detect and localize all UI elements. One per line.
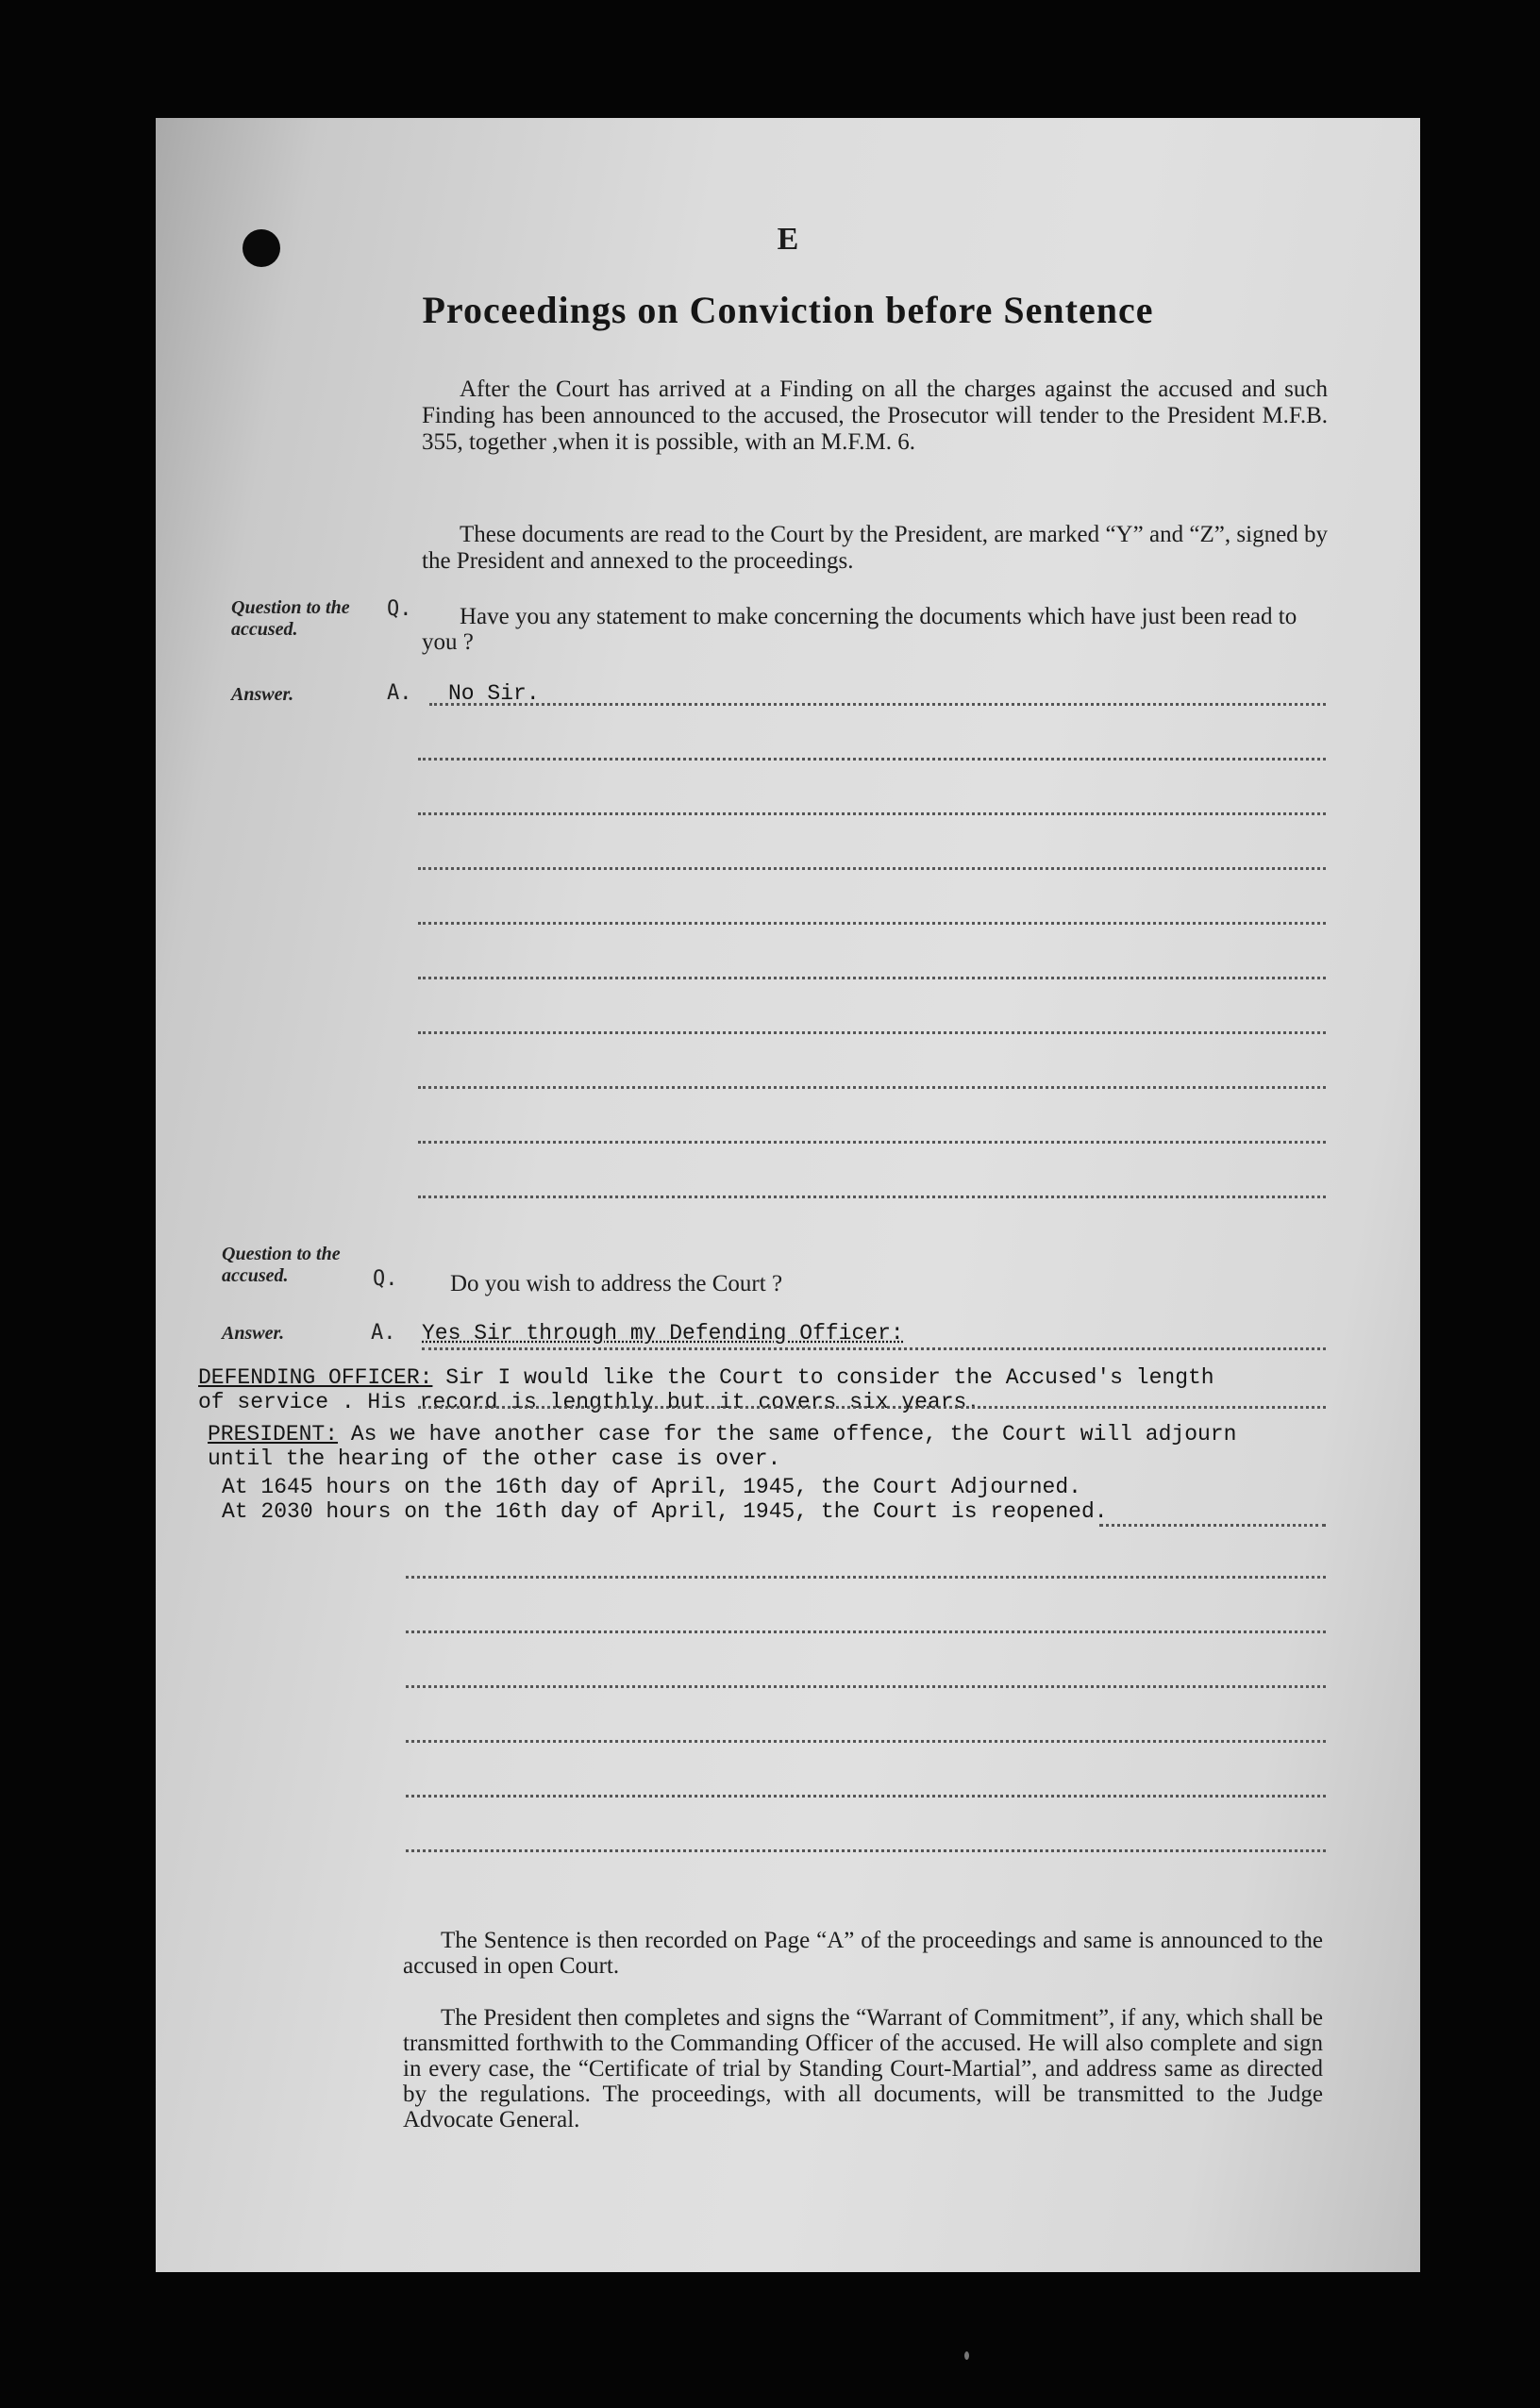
intro-paragraph-2: These documents are read to the Court by the President, are marked “Y” and “Z”, signed by the President and annexed to the proceedings. bbox=[422, 522, 1328, 574]
dotted-line bbox=[406, 1740, 1326, 1743]
dotted-line bbox=[406, 1849, 1326, 1852]
film-speck bbox=[964, 2351, 969, 2360]
president-line bbox=[208, 1422, 1236, 1446]
president-text: As we have another case for the same offence, the Court will adjourn bbox=[350, 1422, 1237, 1446]
question-text: Have you any statement to make concerning the documents which have just been read to you ? bbox=[422, 604, 1297, 655]
a-marker: A. bbox=[371, 1321, 396, 1345]
sentence-paragraph: The Sentence is then recorded on Page “A” of the proceedings and same is announced to the accused in open Court. bbox=[403, 1928, 1323, 1979]
dotted-line bbox=[418, 977, 1326, 979]
question-label: Question to the accused. bbox=[222, 1244, 341, 1286]
q-marker: Q. bbox=[373, 1267, 398, 1291]
dotted-line bbox=[418, 1141, 1326, 1144]
q-marker: Q. bbox=[387, 597, 412, 621]
reopened-line: At 2030 hours on the 16th day of April, 1945, the Court is reopened. bbox=[222, 1499, 1108, 1524]
dotted-line bbox=[422, 1347, 1326, 1350]
answer-label: Answer. bbox=[231, 684, 294, 705]
dotted-line bbox=[406, 1630, 1326, 1633]
intro-paragraph-1: After the Court has arrived at a Finding on all the charges against the accused and such Finding has been announced to the accused, the Prosecutor will tender to the President M.F.B. 355, together ,when it is possible, with an M.F.M. 6. bbox=[422, 376, 1328, 455]
president-label: PRESIDENT: bbox=[208, 1422, 339, 1446]
dotted-line bbox=[406, 1795, 1326, 1798]
answer-text: No Sir. bbox=[448, 681, 540, 706]
defending-officer-line bbox=[198, 1365, 1214, 1390]
president-continuation: until the hearing of the other case is over. bbox=[208, 1446, 781, 1471]
dotted-line bbox=[429, 703, 1326, 706]
answer-label: Answer. bbox=[222, 1323, 285, 1344]
page-letter: E bbox=[777, 222, 799, 257]
dotted-line bbox=[418, 1406, 1326, 1409]
a-marker: A. bbox=[387, 681, 412, 705]
warrant-paragraph: The President then completes and signs the “Warrant of Commitment”, if any, which shall be transmitted forthwith to the Commanding Officer of the accused. He will also complete and sign in every case, the “Certificate of trial by Standing Court-Martial”, and address same as directed by the regulations. The proceedings, with all documents, will be transmitted to the Judge Advocate General. bbox=[403, 2005, 1323, 2132]
document-page bbox=[156, 118, 1420, 2272]
question-label: Question to the accused. bbox=[231, 597, 350, 640]
dotted-line bbox=[418, 812, 1326, 815]
dotted-line bbox=[406, 1576, 1326, 1579]
dotted-line bbox=[418, 867, 1326, 870]
dotted-line bbox=[418, 1086, 1326, 1089]
dotted-line bbox=[1099, 1524, 1326, 1527]
dotted-line bbox=[418, 922, 1326, 925]
answer-text: Yes Sir through my Defending Officer: bbox=[422, 1321, 904, 1346]
defending-officer-label: DEFENDING OFFICER: bbox=[198, 1365, 433, 1390]
dotted-line bbox=[418, 758, 1326, 761]
adjourned-line: At 1645 hours on the 16th day of April, 1945, the Court Adjourned. bbox=[222, 1475, 1081, 1499]
defending-officer-continuation: of service . His record is lengthly but it covers six years. bbox=[198, 1390, 980, 1414]
page-title: Proceedings on Conviction before Sentence bbox=[422, 289, 1154, 331]
question-text: Do you wish to address the Court ? bbox=[450, 1271, 783, 1296]
defending-officer-text: Sir I would like the Court to consider the Accused's length bbox=[445, 1365, 1214, 1390]
dotted-line bbox=[418, 1196, 1326, 1198]
dotted-line bbox=[418, 1031, 1326, 1034]
dotted-line bbox=[406, 1685, 1326, 1688]
